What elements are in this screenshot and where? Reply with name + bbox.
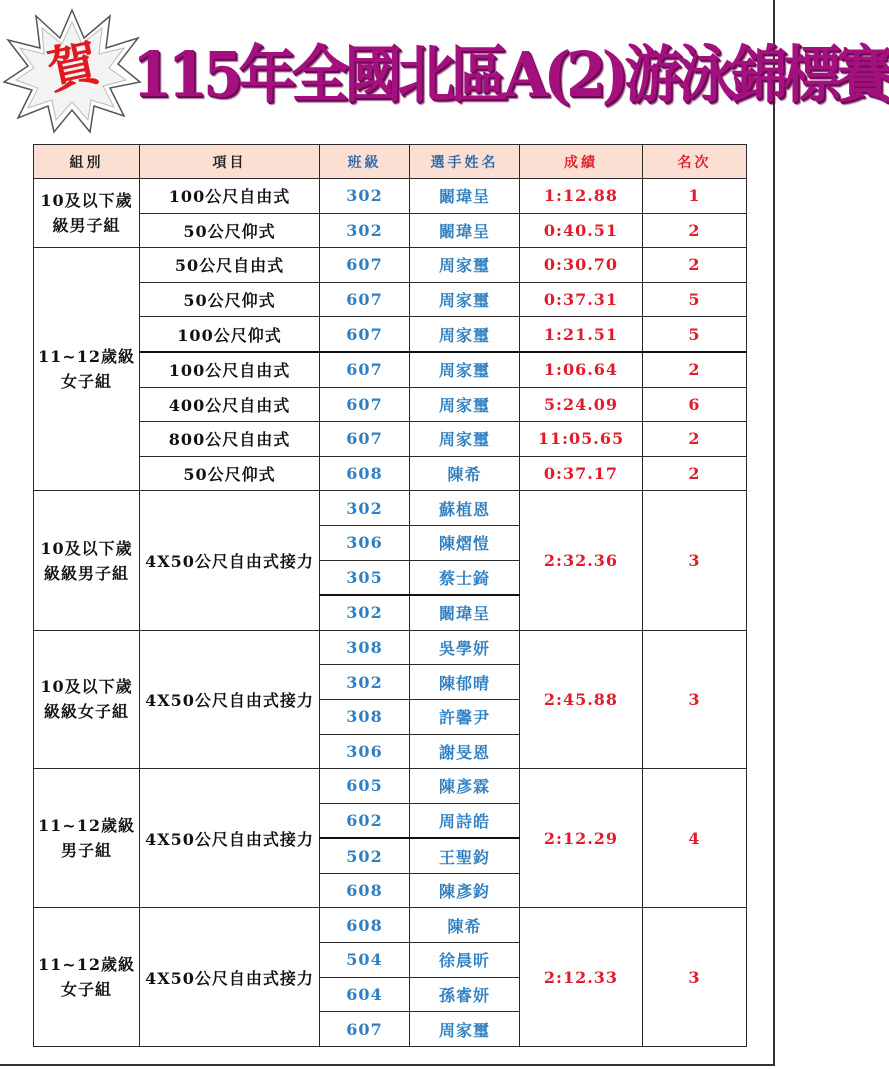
event-cell: 50公尺仰式 [140,282,320,317]
group-label-line: 11~12歲級 [38,955,135,975]
table-row [34,317,747,352]
time-cell: 1:06.64 [520,352,643,387]
time-cell: 2:45.88 [520,630,643,768]
event-cell: 4X50公尺自由式接力 [140,630,320,768]
event-cell: 4X50公尺自由式接力 [140,908,320,1046]
event-cell: 100公尺自由式 [140,352,320,387]
table-row [34,213,747,248]
rank-cell: 2 [643,422,747,457]
column-header-rank: 名次 [643,145,747,179]
class-cell: 607 [320,352,410,387]
table-row [34,282,747,317]
class-cell: 608 [320,873,410,908]
class-cell: 607 [320,248,410,283]
time-cell: 0:40.51 [520,213,643,248]
table-row [34,422,747,457]
class-cell: 602 [320,803,410,838]
time-cell: 2:12.33 [520,908,643,1046]
group-label-line: 級級女子組 [43,702,129,722]
group-label-line: 級級男子組 [43,563,129,583]
time-cell: 0:37.31 [520,282,643,317]
results-table [33,144,747,1047]
name-cell: 陳彥鈞 [410,873,520,908]
name-cell: 周家璽 [410,422,520,457]
class-cell: 605 [320,769,410,804]
event-cell: 50公尺仰式 [140,213,320,248]
time-cell: 5:24.09 [520,387,643,422]
table-header-row [34,145,747,179]
group-label-line: 11~12歲級 [38,347,135,367]
class-cell: 607 [320,1012,410,1047]
time-cell: 2:12.29 [520,769,643,908]
table-row [34,491,747,526]
column-header-name: 選手姓名 [410,145,520,179]
name-cell: 陳彥霖 [410,769,520,804]
event-cell: 50公尺仰式 [140,456,320,491]
name-cell: 闞瑋呈 [410,595,520,630]
column-header-class: 班級 [320,145,410,179]
rank-cell: 3 [643,908,747,1046]
rank-cell: 2 [643,248,747,283]
name-cell: 周家璽 [410,248,520,283]
event-cell: 400公尺自由式 [140,387,320,422]
event-cell: 50公尺自由式 [140,248,320,283]
table-row [34,630,747,665]
name-cell: 周家璽 [410,352,520,387]
time-cell: 0:30.70 [520,248,643,283]
class-cell: 302 [320,213,410,248]
name-cell: 闞瑋呈 [410,213,520,248]
group-label-line: 11~12歲級 [38,816,135,836]
name-cell: 許馨尹 [410,699,520,734]
column-header-group: 組別 [34,145,140,179]
rank-cell: 2 [643,352,747,387]
header [0,0,889,140]
name-cell: 陳希 [410,908,520,943]
rank-cell: 2 [643,213,747,248]
rank-cell: 5 [643,317,747,352]
class-cell: 308 [320,699,410,734]
class-cell: 504 [320,943,410,978]
class-cell: 302 [320,491,410,526]
rank-cell: 3 [643,630,747,768]
event-cell: 4X50公尺自由式接力 [140,769,320,908]
table-row [34,908,747,943]
group-label-line: 女子組 [60,372,112,392]
table-row [34,456,747,491]
group-cell [34,179,140,248]
rank-cell: 2 [643,456,747,491]
name-cell: 陳希 [410,456,520,491]
name-cell: 吳學妍 [410,630,520,665]
time-cell: 1:12.88 [520,179,643,214]
name-cell: 周家璽 [410,387,520,422]
name-cell: 闞瑋呈 [410,179,520,214]
class-cell: 607 [320,282,410,317]
time-cell: 2:32.36 [520,491,643,630]
class-cell: 306 [320,525,410,560]
class-cell: 604 [320,977,410,1012]
name-cell: 周家璽 [410,317,520,352]
class-cell: 306 [320,734,410,769]
class-cell: 302 [320,665,410,700]
table-row [34,769,747,804]
class-cell: 608 [320,908,410,943]
event-cell: 800公尺自由式 [140,422,320,457]
table-row [34,179,747,214]
group-label-line: 女子組 [60,980,112,1000]
name-cell: 陳熠愷 [410,525,520,560]
class-cell: 302 [320,179,410,214]
group-cell [34,491,140,630]
name-cell: 徐晨昕 [410,943,520,978]
group-label-line: 10及以下歲 [40,538,133,558]
table-row [34,387,747,422]
column-header-event: 項目 [140,145,320,179]
name-cell: 蘇植恩 [410,491,520,526]
event-cell: 4X50公尺自由式接力 [140,491,320,630]
group-cell [34,769,140,908]
name-cell: 周家璽 [410,1012,520,1047]
group-label-line: 男子組 [60,841,112,861]
class-cell: 608 [320,456,410,491]
results-body [34,179,747,1047]
group-cell [34,248,140,491]
rank-cell: 5 [643,282,747,317]
name-cell: 周詩皓 [410,803,520,838]
time-cell: 1:21.51 [520,317,643,352]
name-cell: 王聖鈞 [410,838,520,873]
rank-cell: 3 [643,491,747,630]
time-cell: 0:37.17 [520,456,643,491]
class-cell: 607 [320,387,410,422]
badge-character: 賀 [42,32,104,101]
rank-cell: 6 [643,387,747,422]
group-label-line: 10及以下歲 [40,191,133,211]
event-cell: 100公尺自由式 [140,179,320,214]
group-label-line: 10及以下歲 [40,677,133,697]
name-cell: 周家璽 [410,282,520,317]
name-cell: 謝旻恩 [410,734,520,769]
time-cell: 11:05.65 [520,422,643,457]
class-cell: 308 [320,630,410,665]
page-title: 115年全國北區A(2)游泳錦標賽 [132,38,889,111]
rank-cell: 1 [643,179,747,214]
class-cell: 302 [320,595,410,630]
class-cell: 305 [320,560,410,595]
class-cell: 502 [320,838,410,873]
column-header-time: 成績 [520,145,643,179]
name-cell: 陳郁晴 [410,665,520,700]
table-row [34,352,747,387]
group-cell [34,630,140,768]
class-cell: 607 [320,422,410,457]
table-row [34,248,747,283]
class-cell: 607 [320,317,410,352]
name-cell: 孫睿妍 [410,977,520,1012]
event-cell: 100公尺仰式 [140,317,320,352]
rank-cell: 4 [643,769,747,908]
name-cell: 蔡士錡 [410,560,520,595]
group-cell [34,908,140,1046]
group-label-line: 級男子組 [52,216,121,236]
